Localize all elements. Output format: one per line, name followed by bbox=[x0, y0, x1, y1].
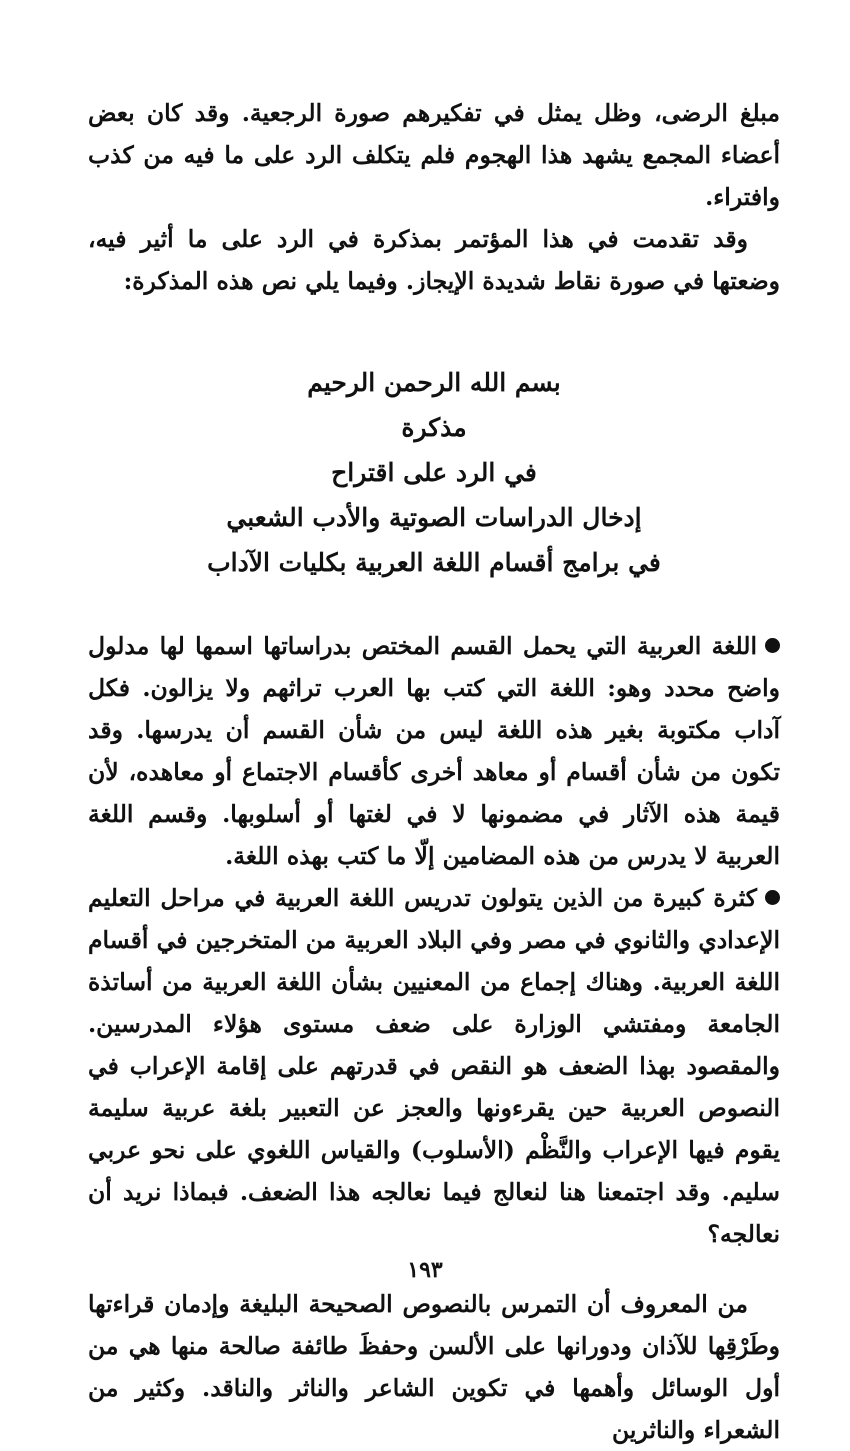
memo-points bbox=[88, 625, 780, 1255]
book-page bbox=[88, 92, 780, 1451]
memo-subtitle-3: في برامج أقسام اللغة العربية بكليات الآداب bbox=[207, 548, 661, 577]
bullet-icon bbox=[765, 890, 780, 905]
bullet-icon bbox=[765, 638, 780, 653]
intro-paragraph-2: وقد تقدمت في هذا المؤتمر بمذكرة في الرد على ما أثير فيه، وضعتها في صورة نقاط شديدة الإيجاز. وفيما يلي نص هذه المذكرة: bbox=[88, 225, 780, 295]
closing-paragraph: من المعروف أن التمرس بالنصوص الصحيحة البليغة وإدمان قراءتها وطَرْقِها للآذان ودورانها على الألسن وحفظَ طائفة صالحة منها هي من أول الوسائل وأهمها في تكوين الشاعر والناثر والناقد. وكثير من الشعراء والناثرين bbox=[88, 1290, 780, 1444]
page-number: ١٩٣ bbox=[407, 1257, 443, 1283]
memo-point-1 bbox=[88, 625, 780, 877]
memo-point-2 bbox=[88, 877, 780, 1255]
intro-paragraph-1: مبلغ الرضى، وظل يمثل في تفكيرهم صورة الرجعية. وقد كان بعض أعضاء المجمع يشهد هذا الهجوم فلم يتكلف الرد على ما فيه من كذب وافتراء. bbox=[88, 99, 780, 211]
memo-point-text: كثرة كبيرة من الذين يتولون تدريس اللغة العربية في مراحل التعليم الإعدادي والثانوي في مصر وفي البلاد العربية من المتخرجين في أقسام اللغة العربية. وهناك إجماع من المعنيين بشأن اللغة العربية من أساتذة الجامعة ومفتشي الوزارة على ضعف مستوى هؤلاء المدرسين. والمقصود بهذا الضعف هو النقص في قدرتهم على إقامة الإعراب في النصوص العربية حين يقرءونها والعجز عن التعبير بلغة عربية سليمة يقوم فيها الإعراب والنَّظْم (الأسلوب) والقياس اللغوي على نحو عربي سليم. وقد اجتمعنا هنا لنعالج فيما نعالجه هذا الضعف. فبماذا نريد أن نعالجه؟ bbox=[87, 884, 780, 1248]
memo-subtitle-1: في الرد على اقتراح bbox=[331, 458, 537, 487]
memo-header bbox=[88, 360, 780, 585]
basmala: بسم الله الرحمن الرحيم bbox=[307, 368, 561, 397]
memo-subtitle-2: إدخال الدراسات الصوتية والأدب الشعبي bbox=[226, 503, 642, 532]
memo-point-text: اللغة العربية التي يحمل القسم المختص بدراساتها اسمها لها مدلول واضح محدد وهو: اللغة التي كتب بها العرب تراثهم ولا يزالون. فكل آداب مكتوبة بغير هذه اللغة ليس من شأن القسم أن يدرسها. وقد تكون من شأن أقسام أو معاهد أخرى كأقسام الاجتماع أو معاهده، لأن قيمة هذه الآثار في مضمونها لا في لغتها أو أسلوبها. وقسم اللغة العربية لا يدرس من هذه المضامين إلّا ما كتب بهذه اللغة. bbox=[88, 632, 780, 870]
memo-title: مذكرة bbox=[401, 413, 467, 442]
